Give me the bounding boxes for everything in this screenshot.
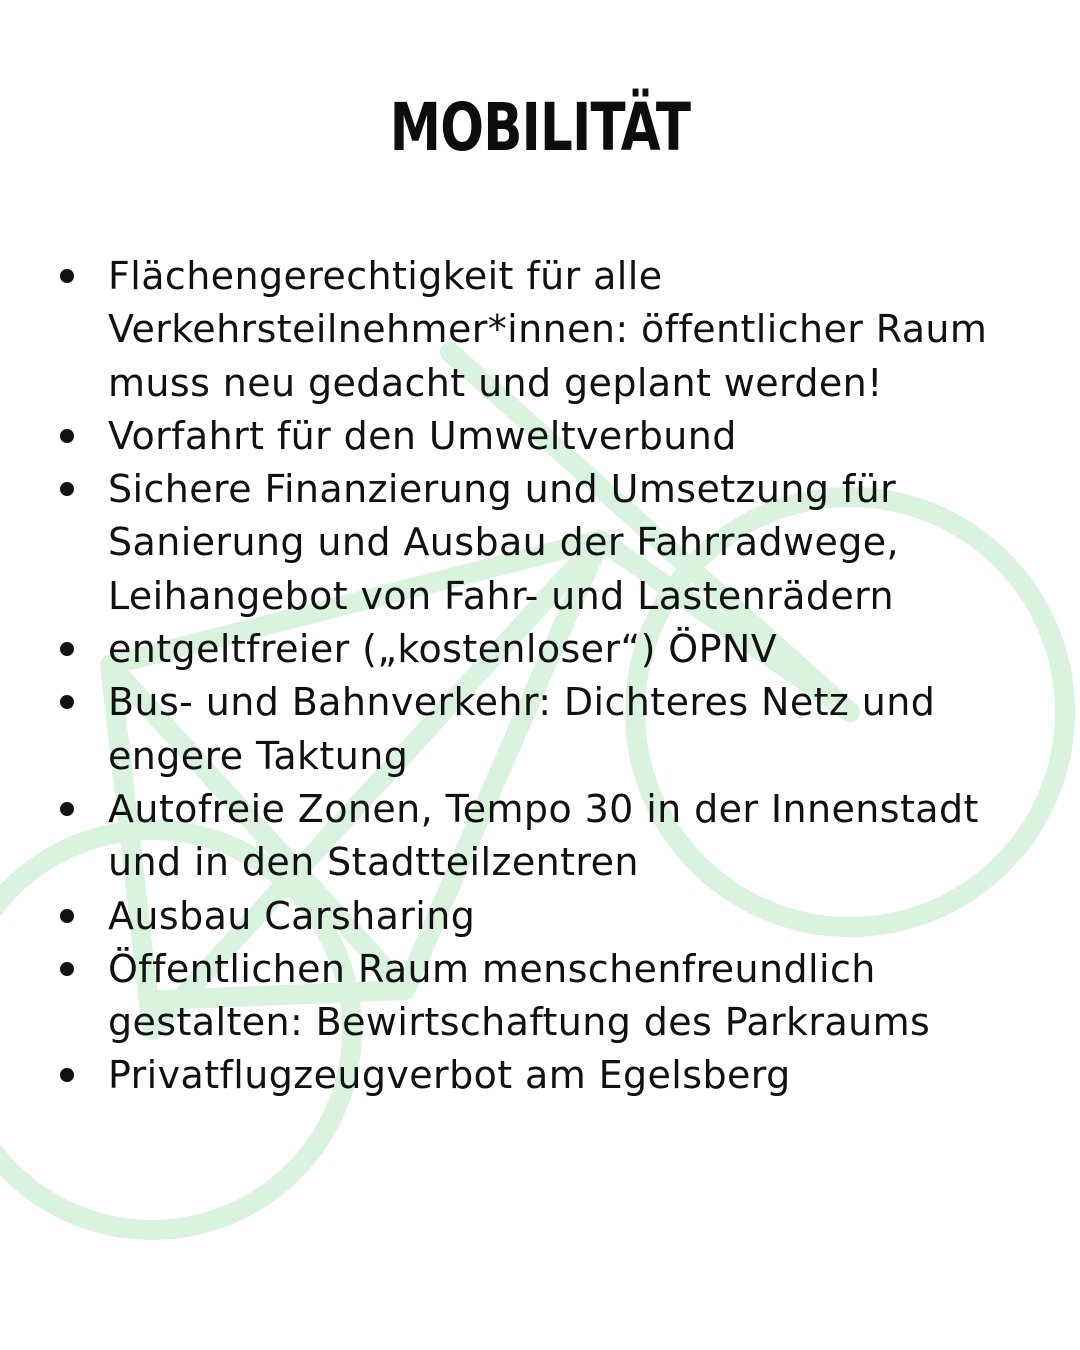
bullet-icon: [60, 482, 74, 496]
bullet-icon: [60, 909, 74, 923]
bullet-icon: [60, 802, 74, 816]
list-item-text: Autofreie Zonen, Tempo 30 in der Innenstadt und in den Stadtteilzentren: [108, 786, 979, 885]
list-item-text: Flächengerechtigkeit für alle Verkehrsteilnehmer*innen: öffentlicher Raum muss neu gedacht und geplant werden!: [108, 254, 988, 405]
list-item-text: Vorfahrt für den Umweltverbund: [108, 413, 737, 458]
list-item: [60, 410, 1050, 463]
list-item-text: Sichere Finanzierung und Umsetzung für Sanierung und Ausbau der Fahrradwege, Leihangebot von Fahr- und Lastenrädern: [108, 467, 899, 618]
page-title: MOBILITÄT: [389, 89, 691, 166]
bullet-icon: [60, 962, 74, 976]
bullet-icon: [60, 642, 74, 656]
list-item-text: Öffentlichen Raum menschenfreundlich gestalten: Bewirtschaftung des Parkraums: [108, 946, 931, 1045]
demands-list: [60, 250, 1050, 1103]
list-item: [60, 623, 1050, 676]
list-item-text: Privatflugzeugverbot am Egelsberg: [108, 1053, 791, 1098]
bullet-icon: [60, 1068, 74, 1082]
list-item-text: Bus- und Bahnverkehr: Dichteres Netz und engere Taktung: [108, 680, 936, 778]
list-item: [60, 1049, 1050, 1102]
list-item-text: entgeltfreier („kostenloser“) ÖPNV: [108, 627, 778, 672]
list-item: [60, 463, 1050, 623]
list-item: [60, 890, 1050, 943]
list-item: [60, 943, 1050, 1050]
list-item-text: Ausbau Carsharing: [108, 893, 476, 938]
list-item: [60, 250, 1050, 410]
bullet-icon: [60, 429, 74, 443]
bullet-icon: [60, 695, 74, 709]
bullet-icon: [60, 269, 74, 283]
list-item: [60, 783, 1050, 890]
list-item: [60, 676, 1050, 783]
